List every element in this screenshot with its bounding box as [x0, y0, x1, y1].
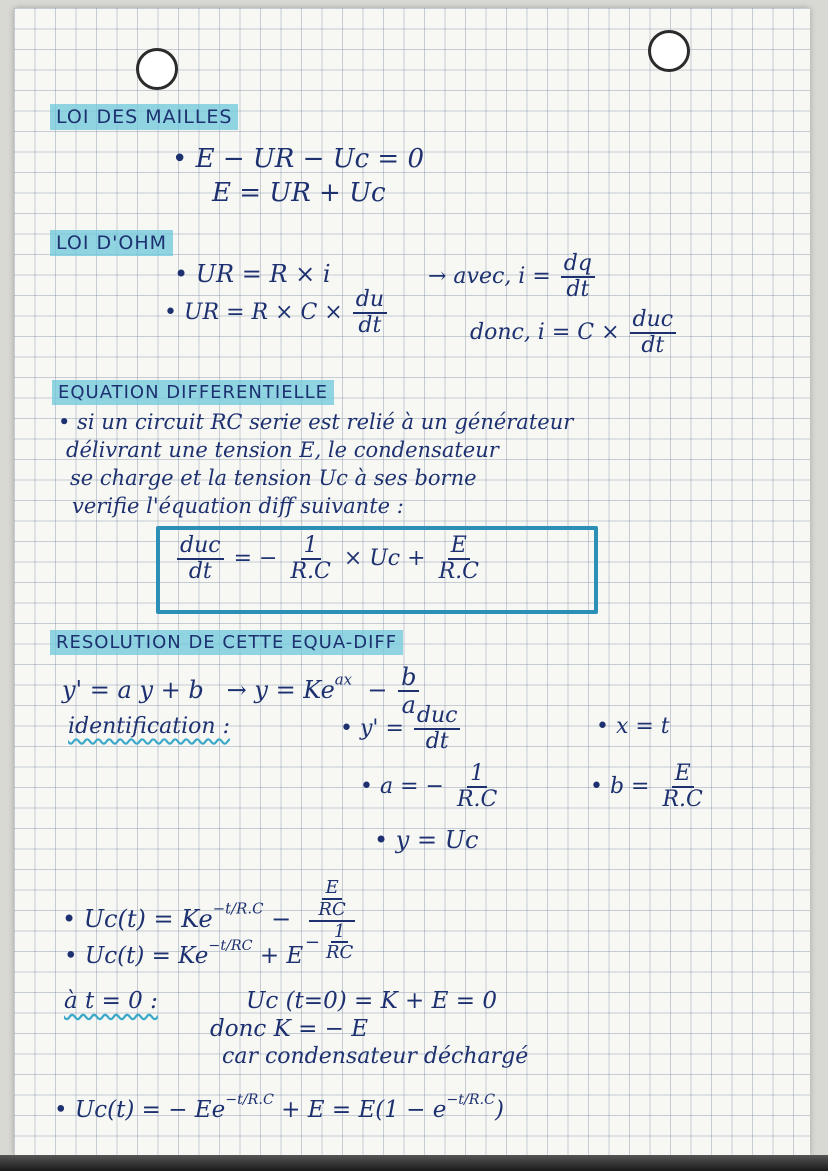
- frac-den: a: [401, 691, 416, 720]
- photo-bottom-edge: [0, 1155, 828, 1171]
- binder-hole-right: [648, 30, 690, 72]
- frac-num: du: [353, 288, 387, 314]
- frac-den: R.C: [290, 559, 331, 585]
- box-equals: = −: [233, 546, 278, 572]
- identification-y: [340, 704, 463, 754]
- mailles-eq1: • E − UR − Uc = 0: [172, 144, 425, 174]
- frac-den: dt: [358, 313, 382, 339]
- ohm-eq2-prefix: • UR = R × C ×: [164, 300, 343, 326]
- heading-equation-differentielle: EQUATION DIFFERENTIELLE: [52, 380, 334, 405]
- frac-num: E: [322, 878, 341, 900]
- frac-den: dt: [641, 333, 665, 359]
- frac-den: dt: [188, 559, 212, 585]
- equation-text-line1: • si un circuit RC serie est relié à un générateur: [58, 410, 574, 434]
- sol1-prefix: • Uc(t) = Ke: [62, 905, 213, 934]
- fraction-du-dt: [353, 288, 387, 338]
- initial-condition-donc: donc K = − E: [210, 1016, 369, 1042]
- identification-y-uc: • y = Uc: [374, 826, 479, 854]
- exponent-ax: ax: [334, 670, 353, 689]
- frac-den: R.C: [456, 787, 498, 813]
- frac-den: R.C: [662, 787, 703, 813]
- fraction-duc-dt-id: [414, 704, 461, 754]
- sol2-suffix: + E: [259, 942, 304, 969]
- frac-num: b: [398, 664, 419, 692]
- id-a-prefix: • a = −: [360, 774, 444, 800]
- final-solution: [54, 1092, 504, 1123]
- sol2-exponent: −t/RC: [208, 938, 253, 954]
- fraction-1-rc: [287, 534, 333, 584]
- sol1-minus: −: [271, 905, 292, 934]
- ohm-eq1-note: [428, 252, 598, 302]
- general-equation: y' = a y + b: [62, 675, 204, 704]
- ohm-eq2-note: [470, 308, 679, 358]
- equation-text-line3: se charge et la tension Uc à ses borne: [70, 466, 477, 490]
- frac-num: [309, 878, 354, 922]
- neg-sign: −: [304, 931, 320, 953]
- sol1-exponent: −t/R.C: [212, 899, 264, 918]
- final-prefix: • Uc(t) = − Ee: [54, 1096, 226, 1123]
- general-solution: → y = Ke: [226, 675, 335, 704]
- fraction-e-rc-id: [659, 762, 705, 812]
- ohm-eq1: • UR = R × i: [174, 260, 331, 288]
- initial-condition-car: car condensateur déchargé: [222, 1044, 529, 1069]
- frac-num: 1: [301, 534, 321, 560]
- frac-den: R.C: [438, 559, 479, 585]
- equation-text-line2: délivrant une tension E, le condensateur: [66, 438, 499, 462]
- heading-loi-d-ohm: LOI D'OHM: [50, 230, 173, 256]
- compound-fraction: [302, 878, 362, 963]
- solution-line2: [64, 938, 303, 969]
- fraction-duc-dt: [630, 308, 677, 358]
- final-middle: + E = E(1 − e: [281, 1096, 447, 1123]
- equation-text-line4: verifie l'équation diff suivante :: [72, 494, 404, 518]
- id-b-prefix: • b =: [590, 774, 650, 800]
- fraction-e-rc: [436, 534, 482, 584]
- final-exponent2: −t/R.C: [446, 1092, 495, 1108]
- boxed-equation-content: [174, 534, 485, 584]
- frac-den: RC: [325, 942, 354, 964]
- mailles-eq2: E = UR + Uc: [212, 178, 386, 208]
- fraction-1-rc-small: [323, 922, 356, 964]
- final-exponent: −t/R.C: [225, 1092, 274, 1108]
- minus-sign: −: [367, 675, 388, 704]
- initial-condition-label: à t = 0 :: [64, 988, 158, 1014]
- frac-num: 1: [467, 762, 487, 788]
- heading-resolution: RESOLUTION DE CETTE EQUA-DIFF: [50, 630, 403, 655]
- final-end: ): [494, 1096, 504, 1123]
- frac-num: E: [672, 762, 694, 788]
- frac-den: RC: [318, 898, 346, 920]
- frac-den: dt: [425, 729, 449, 755]
- sol2-prefix: • Uc(t) = Ke: [64, 942, 209, 969]
- frac-den: dt: [566, 277, 590, 303]
- frac-num: duc: [177, 534, 224, 560]
- id-y-prefix: • y' =: [340, 716, 404, 742]
- initial-condition-eq: Uc (t=0) = K + E = 0: [246, 988, 497, 1014]
- fraction-1-rc-id: [454, 762, 500, 812]
- ohm-eq2-note-text: donc, i = C ×: [470, 320, 620, 346]
- identification-b: [590, 762, 709, 812]
- frac-num: duc: [630, 308, 677, 334]
- identification-a: [360, 762, 503, 812]
- identification-label: identification :: [68, 714, 230, 739]
- frac-den: [302, 922, 362, 964]
- frac-num: E: [448, 534, 470, 560]
- identification-x: • x = t: [596, 714, 670, 739]
- fraction-duc-dt-box: [177, 534, 224, 584]
- binder-hole-left: [136, 48, 178, 90]
- heading-loi-des-mailles: LOI DES MAILLES: [50, 104, 238, 130]
- frac-num: dq: [561, 252, 595, 278]
- ohm-eq1-note-text: → avec, i =: [428, 264, 551, 290]
- notebook-page: [14, 8, 810, 1156]
- frac-num: 1: [331, 922, 348, 944]
- frac-num: duc: [414, 704, 461, 730]
- fraction-dq-dt: [561, 252, 595, 302]
- box-middle: × Uc +: [343, 546, 426, 572]
- ohm-eq2: [164, 288, 390, 338]
- fraction-e-rc-small: [315, 878, 348, 920]
